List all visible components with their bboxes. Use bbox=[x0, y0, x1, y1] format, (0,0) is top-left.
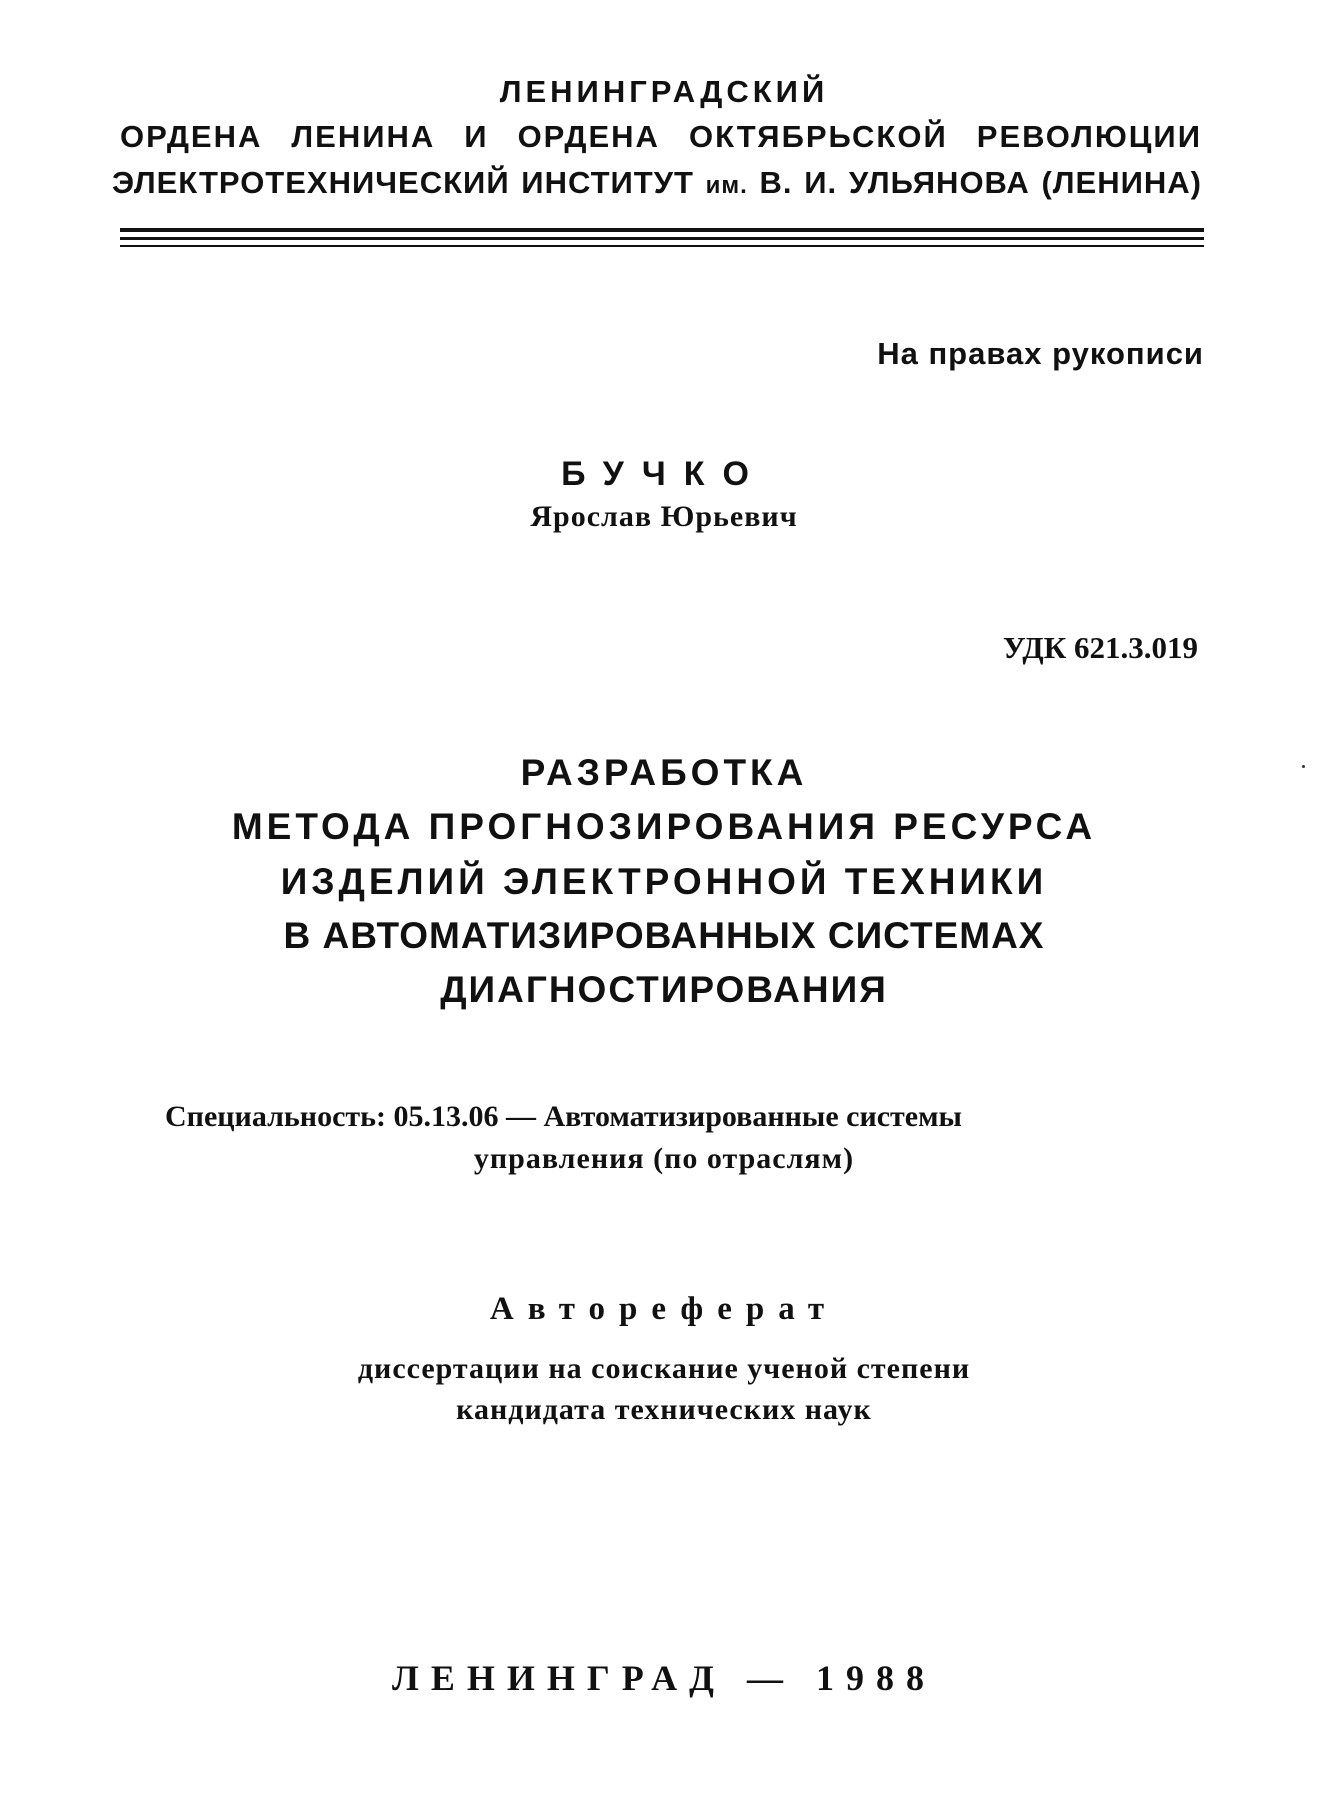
specialty-line-2: управления (по отраслям) bbox=[473, 1142, 855, 1175]
scan-speck bbox=[1302, 765, 1305, 768]
institute-line-3 bbox=[112, 165, 1202, 201]
institute-line-3-part-c: В. И. УЛЬЯНОВА (ЛЕНИНА) bbox=[759, 165, 1202, 200]
institute-line-1: ЛЕНИНГРАДСКИЙ bbox=[499, 74, 829, 109]
imprint-city-year: ЛЕНИНГРАД — 1988 bbox=[392, 1658, 936, 1698]
specialty-line-1: Специальность: 05.13.06 — Автоматизированные системы bbox=[165, 1100, 962, 1133]
dissertation-line-1: диссертации на соискание ученой степени bbox=[357, 1352, 971, 1385]
author-surname: БУЧКО bbox=[561, 455, 767, 493]
institute-line-3-part-a: ЭЛЕКТРОТЕХНИЧЕСКИЙ ИНСТИТУТ bbox=[112, 165, 694, 200]
title-line-2: МЕТОДА ПРОГНОЗИРОВАНИЯ РЕСУРСА bbox=[231, 806, 1097, 847]
title-line-4: В АВТОМАТИЗИРОВАННЫХ СИСТЕМАХ bbox=[283, 915, 1045, 956]
rights-note: На правах рукописи bbox=[877, 336, 1204, 371]
udk-code: УДК 621.3.019 bbox=[1002, 630, 1198, 665]
title-line-3: ИЗДЕЛИЙ ЭЛЕКТРОННОЙ ТЕХНИКИ bbox=[280, 861, 1048, 902]
title-line-5: ДИАГНОСТИРОВАНИЯ bbox=[440, 969, 888, 1010]
institute-line-3-part-b: им. bbox=[705, 172, 748, 199]
author-given-names: Ярослав Юрьевич bbox=[530, 500, 798, 533]
header-rule-thick bbox=[120, 228, 1204, 232]
header-rule-thin bbox=[120, 245, 1204, 247]
dissertation-line-2: кандидата технических наук bbox=[456, 1393, 872, 1426]
header-rule-middle bbox=[120, 237, 1204, 240]
institute-line-2: ОРДЕНА ЛЕНИНА И ОРДЕНА ОКТЯБРЬСКОЙ РЕВОЛЮЦИИ bbox=[120, 119, 1202, 154]
title-line-1: РАЗРАБОТКА bbox=[520, 752, 808, 793]
abstract-heading: Автореферат bbox=[489, 1291, 839, 1327]
